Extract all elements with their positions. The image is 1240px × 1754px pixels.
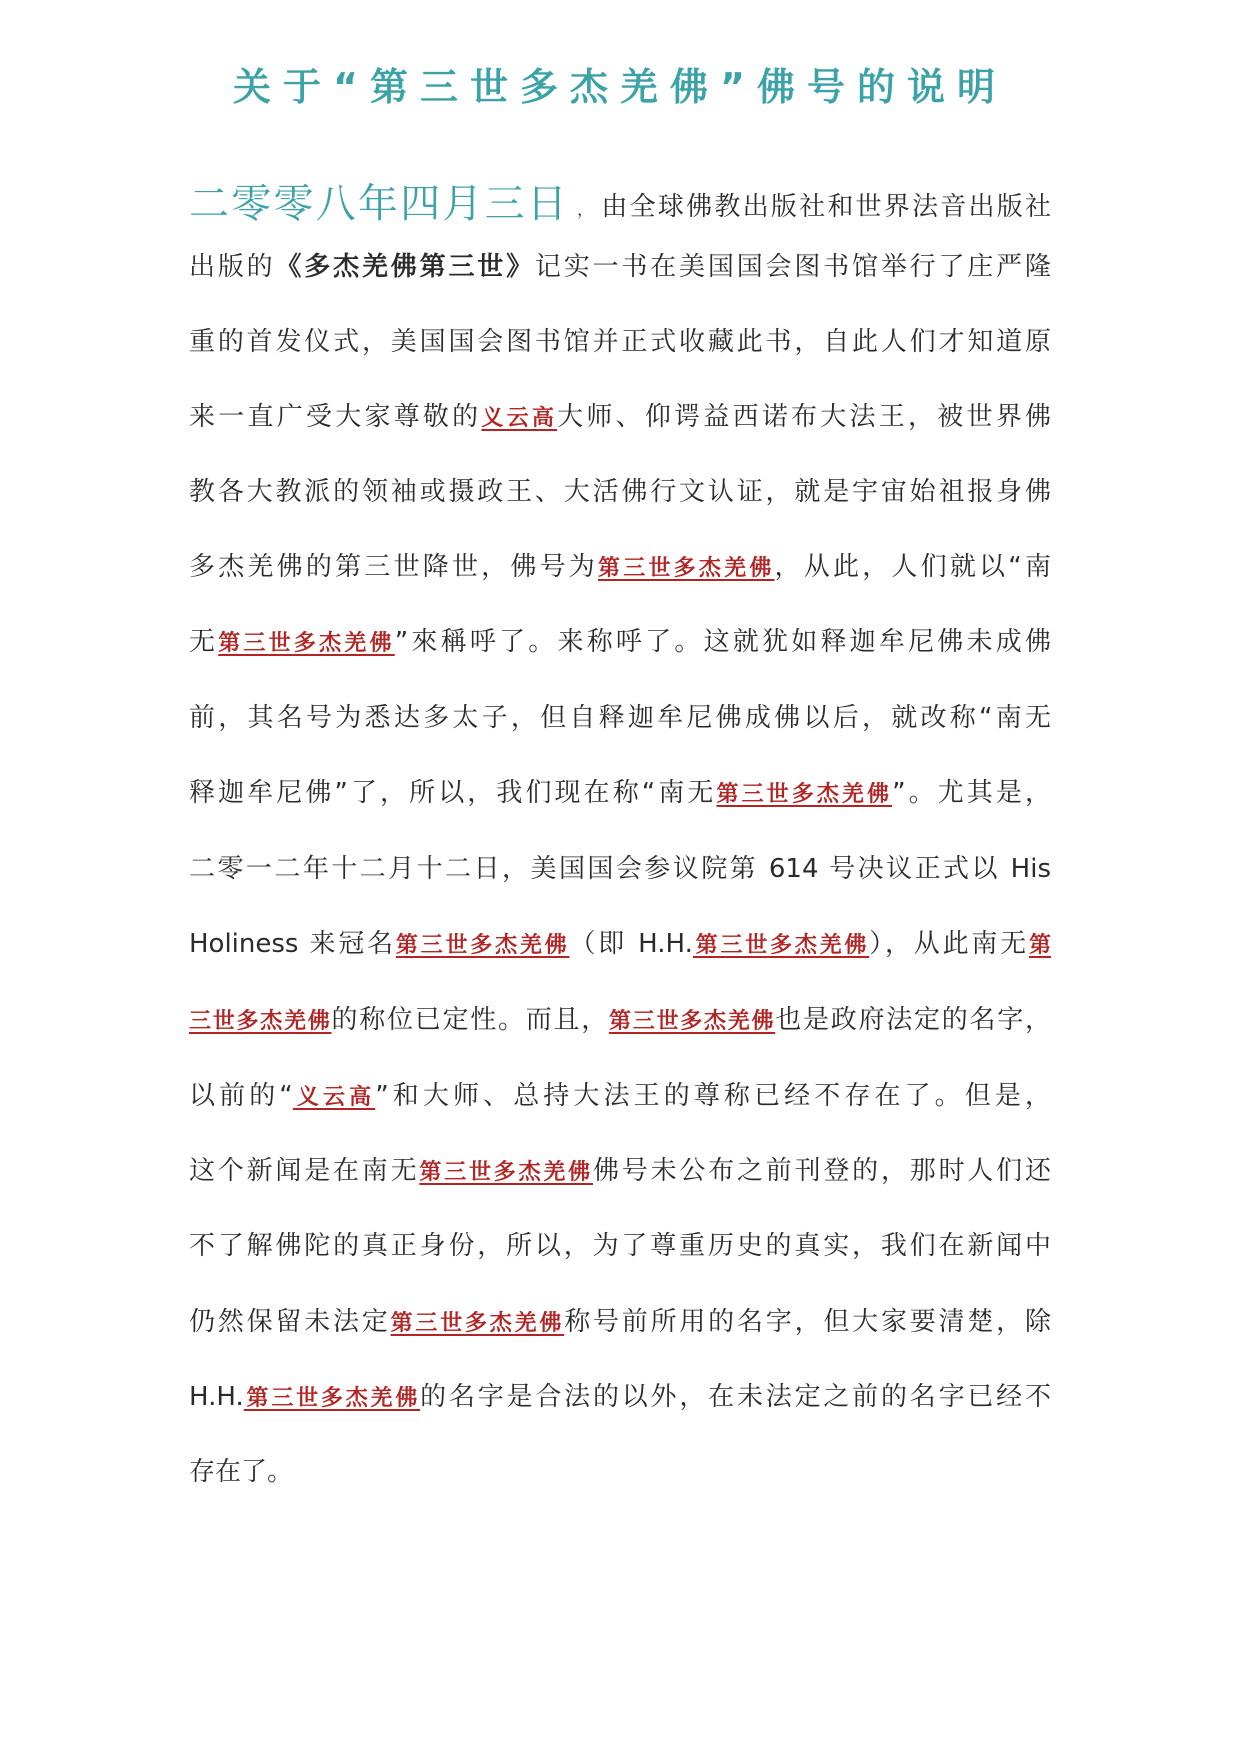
text-segment: 的名字是合法的以外，在未法定之前的名字已经不 [420, 1382, 1051, 1412]
text-segment: H.H. [189, 1382, 244, 1412]
paragraph-line-7 [189, 620, 1051, 664]
paragraph-line-2 [189, 245, 1051, 289]
paragraph-line-14 [189, 1149, 1051, 1193]
paragraph-line-5 [189, 470, 1051, 514]
paragraph-line-10 [189, 847, 1051, 891]
text-segment: 二零一二年十二月十二日，美国国会参议院第 614 号决议正式以 His [189, 854, 1051, 884]
paragraph-line-12 [189, 998, 1051, 1042]
paragraph-line-18 [189, 1450, 1051, 1494]
paragraph-line-16 [189, 1300, 1051, 1344]
name-link[interactable]: 第三世多杰羌佛 [395, 933, 570, 958]
text-segment: 记实一书在美国国会图书馆举行了庄严隆 [534, 252, 1051, 282]
paragraph-line-1 [189, 182, 1051, 226]
book-title: 《多杰羌佛第三世》 [275, 252, 535, 282]
paragraph-line-11 [189, 922, 1051, 966]
text-segment: 称号前所用的名字，但大家要清楚，除 [564, 1307, 1051, 1337]
name-link[interactable]: 第三世多杰羌佛 [419, 1160, 593, 1185]
text-segment: 也是政府法定的名字， [775, 1005, 1051, 1035]
document-title: 关于“第三世多杰羌佛”佛号的说明 [233, 65, 1007, 109]
text-segment: （即 H.H. [569, 929, 693, 959]
text-segment: 不了解佛陀的真正身份，所以，为了尊重历史的真实，我们在新闻中 [189, 1231, 1051, 1261]
text-segment: 教各大教派的领袖或摄政王、大活佛行文认证，就是宇宙始祖报身佛 [189, 477, 1051, 507]
name-link[interactable]: 第三世多杰羌佛 [716, 782, 893, 807]
text-segment: 仍然保留未法定 [189, 1307, 391, 1337]
paragraph-line-17 [189, 1375, 1051, 1419]
name-link[interactable]: 义云高 [292, 1085, 376, 1110]
text-segment: 来一直广受大家尊敬的 [189, 402, 482, 432]
text-segment: ”和大师、总持大法王的尊称已经不存在了。但是， [375, 1081, 1051, 1111]
text-segment: 大师、仰谔益西诺布大法王，被世界佛 [557, 402, 1051, 432]
paragraph-line-8 [189, 696, 1051, 740]
name-link[interactable]: 第三世多杰羌佛 [608, 1009, 776, 1034]
name-link[interactable]: 第三世多杰羌佛 [390, 1311, 565, 1336]
text-segment: Holiness 来冠名 [189, 929, 396, 959]
paragraph-line-9 [189, 771, 1051, 815]
text-segment: 多杰羌佛的第三世降世，佛号为 [189, 552, 599, 582]
text-segment: 重的首发仪式，美国国会图书馆并正式收藏此书，自此人们才知道原 [189, 327, 1051, 357]
name-link[interactable]: 第三世多杰羌佛 [243, 1386, 421, 1411]
name-link[interactable]: 第三世多杰羌佛 [598, 556, 775, 581]
paragraph-line-6 [189, 545, 1051, 589]
paragraph-line-13 [189, 1074, 1051, 1118]
text-segment: 这个新闻是在南无 [189, 1156, 420, 1186]
paragraph-line-4 [189, 395, 1051, 439]
text-segment: ，从此，人们就以“南 [774, 552, 1051, 582]
name-link-part[interactable]: 第 [1028, 933, 1051, 958]
text-segment: 佛号未公布之前刊登的，那时人们还 [592, 1156, 1051, 1186]
text-segment: ”。尤其是， [892, 778, 1051, 808]
text-segment: 存在了。 [189, 1457, 294, 1487]
text-segment: 由全球佛教出版社和世界法音出版社 [601, 192, 1051, 222]
paragraph-line-15 [189, 1224, 1051, 1268]
name-link[interactable]: 第三世多杰羌佛 [692, 933, 870, 958]
name-link[interactable]: 第三世多杰羌佛 [218, 631, 395, 656]
name-link-part[interactable]: 三世多杰羌佛 [189, 1009, 332, 1034]
text-segment: ），从此南无 [869, 929, 1029, 959]
text-segment: 出版的 [189, 252, 276, 282]
text-segment: 前，其名号为悉达多太子，但自释迦牟尼佛成佛以后，就改称“南无 [189, 703, 1051, 733]
document-date: 二零零八年四月三日 [189, 181, 570, 227]
separator: ， [577, 200, 596, 219]
text-segment: ”來稱呼了。来称呼了。这就犹如释迦牟尼佛未成佛 [394, 627, 1051, 657]
paragraph-line-3 [189, 320, 1051, 364]
text-segment: 无 [189, 627, 219, 657]
text-segment: 以前的“ [189, 1081, 293, 1111]
text-segment: 释迦牟尼佛”了，所以，我们现在称“南无 [189, 778, 717, 808]
text-segment: 的称位已定性。而且， [331, 1005, 609, 1035]
name-link[interactable]: 义云高 [481, 406, 558, 431]
